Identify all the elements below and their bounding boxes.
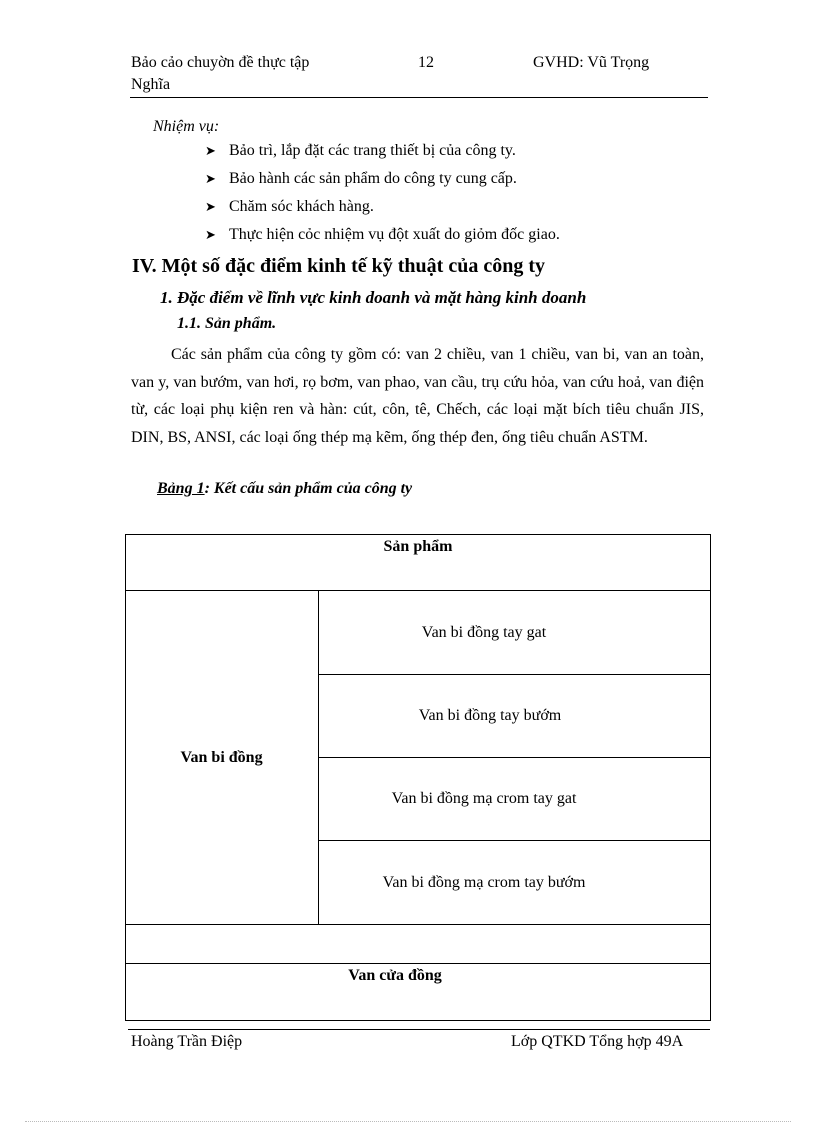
table-caption-text: : Kết cấu sản phẩm của công ty [204, 480, 413, 497]
arrow-bullet-icon: ➤ [205, 171, 216, 186]
footer-rule [128, 1029, 710, 1030]
table-group-cell: Van bi đồng [180, 748, 263, 766]
products-paragraph: Các sản phẩm của công ty gồm có: van 2 chiều, van 1 chiều, van bi, van an toàn, van y, van bướm, van hơi, rọ bơm, van phao, van cầu, trụ cứu hỏa, van cứu hoả, van điện từ, các loại phụ kiện ren và hàn: cút, côn, tê, Chếch, các loại mặt bích tiêu chuẩn JIS, DIN, BS, ANSI, các loại ống thép mạ kẽm, ống thép đen, ống tiêu chuẩn ASTM. [131, 346, 704, 446]
section-heading: IV. Một số đặc điểm kinh tế kỹ thuật của công ty [132, 255, 545, 277]
duty-item-text: Chăm sóc khách hàng. [229, 198, 374, 215]
page-number: 12 [418, 54, 434, 71]
table-last-row-cell: Van cửa đồng [348, 967, 442, 984]
table-item-cell: Van bi đồng mạ crom tay gat [391, 790, 577, 807]
duty-item [205, 226, 560, 244]
table-item-cell: Van bi đồng tay gat [421, 623, 547, 641]
table-border-bottom [125, 1020, 711, 1021]
table-caption [157, 480, 412, 498]
table-caption-label: Bảng 1 [157, 480, 205, 497]
header-left-line1: Bảo cảo chuyờn đề thực tập [131, 54, 310, 71]
subsubsection-heading: 1.1. Sản phẩm. [177, 315, 277, 332]
subsection-heading: 1. Đặc điểm về lĩnh vực kinh doanh và mặt hàng kinh doanh [160, 288, 587, 307]
duty-item-text: Bảo hành các sản phẩm do công ty cung cấp. [229, 170, 517, 187]
duty-item [205, 198, 374, 216]
duties-label: Nhiệm vụ: [153, 118, 220, 135]
duty-item [205, 170, 517, 188]
table-header-cell: Sản phẩm [383, 538, 453, 555]
arrow-bullet-icon: ➤ [205, 199, 216, 214]
footer-left: Hoàng Trần Điệp [131, 1033, 243, 1050]
header-right: GVHD: Vũ Trọng [533, 54, 650, 71]
header-left-line2: Nghĩa [131, 76, 171, 93]
table-empty-row [125, 925, 711, 963]
duty-item [205, 142, 516, 160]
duty-item-text: Thực hiện cỏc nhiệm vụ đột xuất do giỏm đốc giao. [229, 226, 560, 243]
header-rule [130, 97, 708, 98]
product-structure-table [125, 534, 711, 1021]
arrow-bullet-icon: ➤ [205, 143, 216, 158]
duty-item-text: Bảo trì, lắp đặt các trang thiết bị của công ty. [229, 142, 516, 159]
footer-right: Lớp QTKD Tổng hợp 49A [511, 1033, 684, 1050]
arrow-bullet-icon: ➤ [205, 227, 216, 242]
page-bottom-dotted-line [25, 1121, 791, 1122]
table-item-cell: Van bi đồng mạ crom tay bướm [382, 873, 586, 891]
table-item-cell: Van bi đồng tay bướm [418, 707, 562, 724]
